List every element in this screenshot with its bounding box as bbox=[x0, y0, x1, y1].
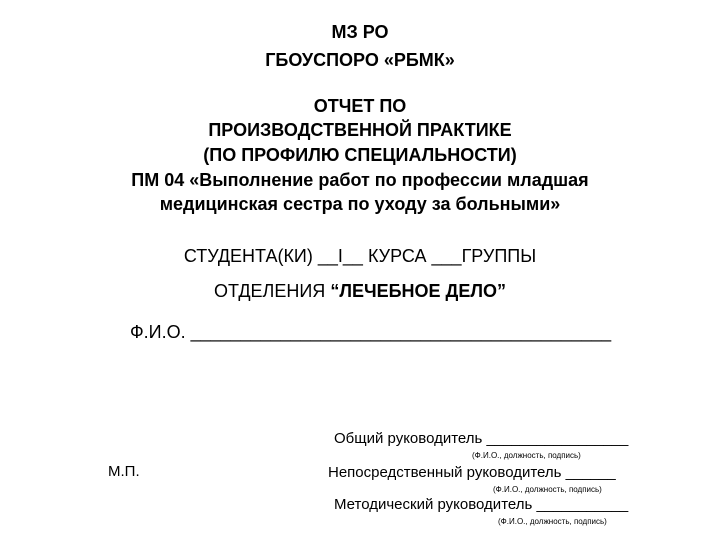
signature-direct-blank: ______ bbox=[565, 464, 616, 481]
report-title-line1: ОТЧЕТ ПО bbox=[313, 96, 407, 116]
department-name: “ЛЕЧЕБНОЕ ДЕЛО” bbox=[330, 281, 507, 301]
signature-direct-hint: (Ф.И.О., должность, подпись) bbox=[493, 485, 602, 494]
report-title-line2: ПРОИЗВОДСТВЕННОЙ ПРАКТИКЕ bbox=[208, 120, 512, 140]
group-label: ГРУППЫ bbox=[461, 246, 537, 266]
signature-general-hint: (Ф.И.О., должность, подпись) bbox=[472, 451, 581, 460]
signature-general-blank: _________________ bbox=[486, 430, 629, 447]
group-blank: ___ bbox=[431, 246, 462, 266]
fio-line bbox=[130, 322, 611, 343]
signature-methodical bbox=[334, 496, 628, 513]
signature-direct-label: Непосредственный руководитель bbox=[328, 464, 562, 481]
course-value: __I__ bbox=[317, 246, 363, 266]
department-line bbox=[0, 281, 720, 302]
course-label: КУРСА bbox=[367, 246, 427, 266]
signature-methodical-hint: (Ф.И.О., должность, подпись) bbox=[498, 517, 607, 526]
student-course-line bbox=[0, 246, 720, 267]
report-title-line3: (ПО ПРОФИЛЮ СПЕЦИАЛЬНОСТИ) bbox=[203, 145, 517, 165]
student-prefix: СТУДЕНТА(КИ) bbox=[183, 246, 313, 266]
signature-methodical-label: Методический руководитель bbox=[334, 496, 533, 513]
stamp-label: М.П. bbox=[108, 463, 140, 480]
signature-direct bbox=[328, 464, 616, 481]
fio-label: Ф.И.О. bbox=[130, 322, 186, 342]
report-title-line5: медицинская сестра по уходу за больными» bbox=[159, 194, 561, 214]
signature-methodical-blank: ___________ bbox=[536, 496, 629, 513]
department-label: ОТДЕЛЕНИЯ bbox=[213, 281, 326, 301]
ministry-header: МЗ РО bbox=[331, 22, 389, 42]
report-title-line4: ПМ 04 «Выполнение работ по профессии младшая bbox=[131, 170, 589, 190]
fio-blank: __________________________________________ bbox=[190, 322, 612, 342]
signature-general bbox=[334, 430, 628, 447]
signature-general-label: Общий руководитель bbox=[334, 430, 483, 447]
institution-header: ГБОУСПОРО «РБМК» bbox=[265, 50, 455, 70]
